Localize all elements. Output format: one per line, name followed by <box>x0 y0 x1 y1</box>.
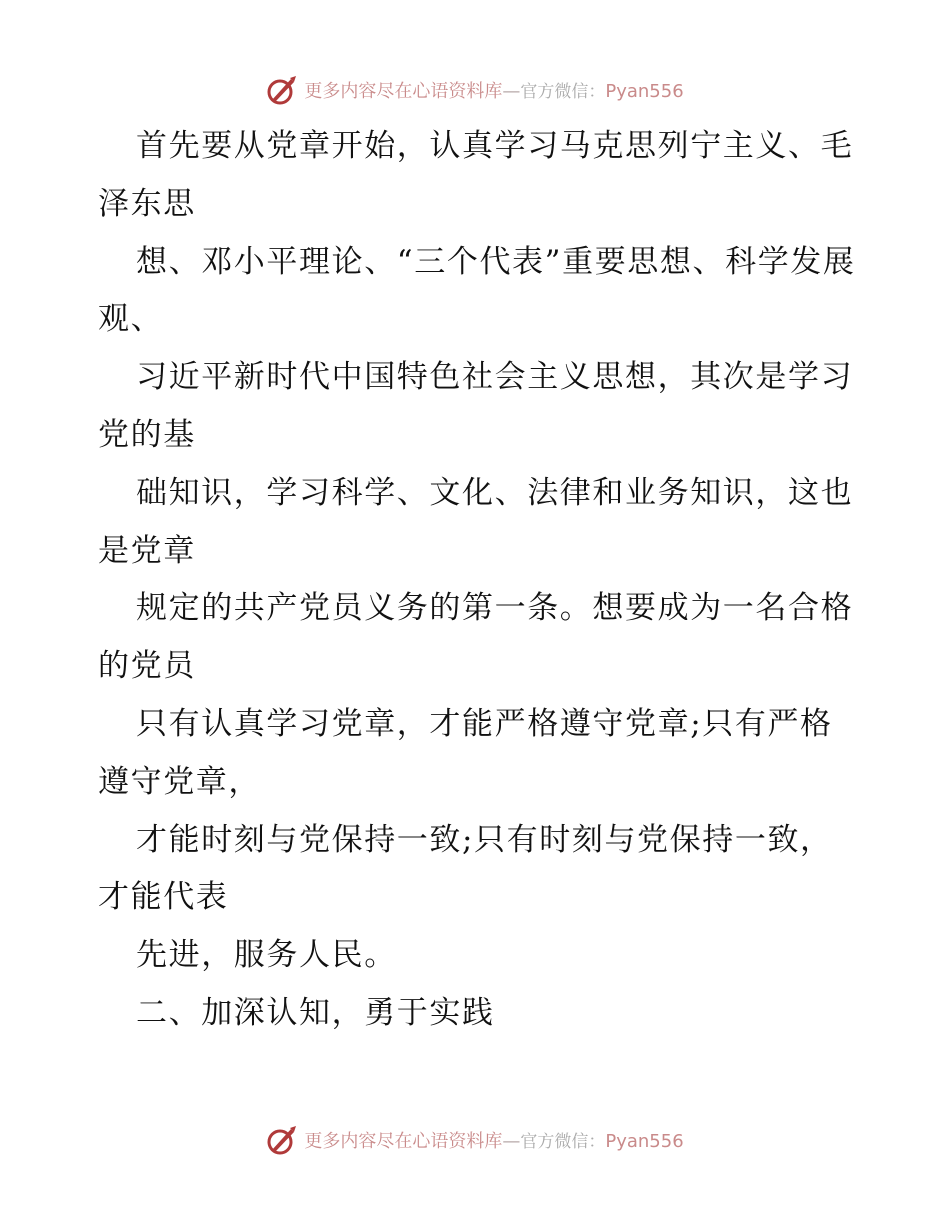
footer-wechat-id: Pyan556 <box>605 1131 684 1152</box>
document-body <box>98 118 858 1043</box>
paragraph-6: 只有认真学习党章，才能严格遵守党章;只有严格遵守党章， <box>98 705 833 800</box>
paragraph-2: 想、邓小平理论、“三个代表”重要思想、科学发展观、 <box>98 243 856 338</box>
section-heading: 二、加深认知，勇于实践 <box>136 994 495 1031</box>
header-brand: 更多内容尽在心语资料库 <box>304 81 503 102</box>
footer-brand: 更多内容尽在心语资料库 <box>304 1131 503 1152</box>
quill-logo-icon <box>266 1124 298 1156</box>
header-separator: — <box>502 81 521 102</box>
paragraph-4: 础知识，学习科学、文化、法律和业务知识，这也是党章 <box>98 474 854 569</box>
paragraph-7: 才能时刻与党保持一致;只有时刻与党保持一致，才能代表 <box>98 821 833 916</box>
header-label: 官方微信： <box>520 82 606 102</box>
quill-logo-icon <box>266 74 298 106</box>
paragraph-3: 习近平新时代中国特色社会主义思想，其次是学习党的基 <box>98 359 854 453</box>
footer-separator: — <box>502 1131 521 1152</box>
header-wechat-id: Pyan556 <box>605 81 684 102</box>
paragraph-1: 首先要从党章开始，认真学习马克思列宁主义、毛泽东思 <box>98 128 854 222</box>
paragraph-8: 先进，服务人民。 <box>136 937 397 974</box>
header-watermark <box>0 70 950 110</box>
footer-watermark <box>0 1120 950 1160</box>
paragraph-5: 规定的共产党员义务的第一条。想要成为一名合格的党员 <box>98 590 854 685</box>
footer-label: 官方微信： <box>520 1132 606 1152</box>
